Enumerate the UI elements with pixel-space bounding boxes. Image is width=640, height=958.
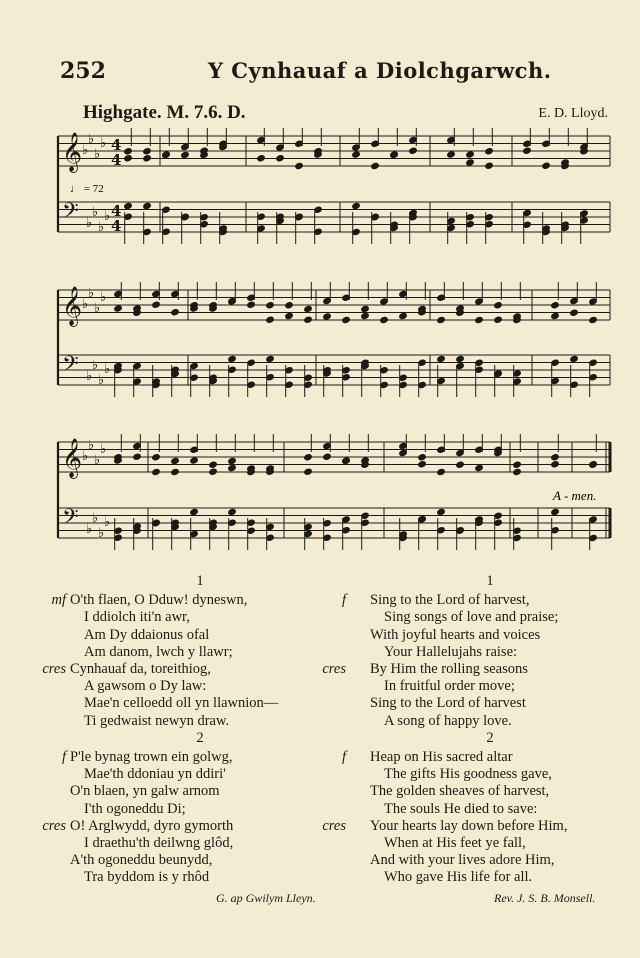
verse-number: 2: [486, 729, 494, 746]
flat-icon: ♭: [98, 373, 105, 388]
note-head: [589, 461, 598, 468]
verse-number: 2: [196, 729, 204, 746]
note-head: [371, 162, 380, 169]
flat-icon: ♭: [104, 515, 111, 530]
note-head: [171, 309, 180, 316]
lyric-line: mf O'th flaen, O Dduw! dyneswn,: [70, 592, 330, 609]
lyric-line: cres By Him the rolling seasons: [350, 661, 630, 678]
note-head: [551, 461, 560, 468]
flat-icon: ♭: [86, 369, 93, 384]
dynamic-mark: cres: [42, 817, 66, 834]
note-head: [124, 155, 133, 162]
flat-icon: ♭: [86, 216, 93, 231]
note-head: [152, 454, 161, 461]
lyric-line: Sing songs of love and praise;: [384, 609, 559, 626]
lyric-line: cres Your hearts lay down before Him,: [350, 818, 630, 835]
note-head: [304, 454, 313, 461]
note-head: [475, 316, 484, 323]
flat-icon: ♭: [98, 220, 105, 235]
note-head: [361, 312, 370, 319]
note-head: [399, 312, 408, 319]
note-head: [570, 355, 579, 362]
note-head: [523, 147, 532, 154]
flat-icon: ♭: [100, 290, 107, 305]
note-head: [304, 305, 313, 312]
bass-clef-icon: 𝄢: [62, 352, 79, 382]
treble-clef-icon: 𝄞: [62, 438, 83, 478]
flat-icon: ♭: [100, 136, 107, 151]
note-head: [162, 151, 171, 158]
note-head: [152, 301, 161, 308]
note-head: [551, 508, 560, 515]
note-head: [323, 313, 332, 320]
lyric-line: I draethu'th deilwng glôd,: [84, 835, 234, 852]
lyric-line: And with your lives adore Him,: [370, 852, 555, 869]
note-head: [114, 305, 123, 312]
flat-icon: ♭: [92, 358, 99, 373]
flat-icon: ♭: [92, 511, 99, 526]
note-head: [190, 508, 199, 515]
verse-number: 1: [486, 573, 494, 589]
note-head: [247, 301, 256, 308]
note-head: [143, 155, 152, 162]
composer: E. D. Lloyd.: [538, 106, 608, 121]
note-head: [494, 316, 503, 323]
music-system: [58, 290, 610, 385]
note-head: [257, 155, 266, 162]
note-head: [466, 151, 475, 158]
lyric-line: Am danom, lwch y llawr;: [84, 643, 233, 660]
note-head: [437, 316, 446, 323]
note-head: [551, 312, 560, 319]
note-head: [409, 147, 418, 154]
flat-icon: ♭: [86, 522, 93, 537]
note-head: [190, 457, 199, 464]
note-head: [304, 316, 313, 323]
lyric-line: A'th ogoneddu beunydd,: [70, 852, 213, 869]
flat-icon: ♭: [82, 297, 89, 312]
note-head: [285, 312, 294, 319]
tempo-marking: ♩ = 72: [70, 183, 104, 195]
lyric-line: In fruitful order move;: [384, 678, 515, 695]
lyric-line: Sing to the Lord of harvest: [370, 695, 526, 712]
lyric-line: A gawsom o Dy law:: [84, 678, 207, 695]
note-head: [551, 302, 560, 309]
note-head: [485, 148, 494, 155]
time-signature: 4: [111, 202, 122, 220]
dynamic-mark: cres: [322, 661, 346, 678]
note-head: [266, 316, 275, 323]
note-head: [437, 355, 446, 362]
lyric-line: Mae'th ddoniau yn ddiri': [84, 766, 226, 783]
note-head: [228, 464, 237, 471]
note-head: [295, 162, 304, 169]
note-head: [143, 202, 152, 209]
note-head: [475, 464, 484, 471]
dynamic-mark: cres: [42, 661, 66, 678]
note-head: [228, 508, 237, 515]
note-head: [124, 202, 133, 209]
flat-icon: ♭: [88, 132, 95, 147]
tune-name: Highgate. M. 7.6. D.: [83, 102, 246, 123]
bass-clef-icon: 𝄢: [62, 505, 79, 535]
note-head: [352, 151, 361, 158]
lyric-line: Mae'n celloedd oll yn llawnion—: [84, 695, 279, 712]
time-signature: 4: [111, 151, 122, 169]
welsh-lyrics: [42, 573, 330, 887]
flat-icon: ♭: [94, 453, 101, 468]
flat-icon: ♭: [82, 449, 89, 464]
note-head: [570, 309, 579, 316]
page-number: 252: [60, 58, 106, 84]
dynamic-mark: f: [341, 592, 346, 609]
note-head: [171, 468, 180, 475]
lyric-line: cres O! Arglwydd, dyro gymorth: [70, 818, 330, 835]
note-head: [124, 148, 133, 155]
note-head: [466, 159, 475, 166]
bass-clef-icon: 𝄢: [62, 199, 79, 229]
note-head: [352, 202, 361, 209]
note-head: [485, 162, 494, 169]
note-head: [228, 457, 237, 464]
lyric-line: Am Dy ddaionus ofal: [84, 626, 210, 643]
lyric-line: I ddiolch iti'n awr,: [84, 609, 190, 626]
note-head: [437, 468, 446, 475]
lyric-line: The souls He died to save:: [384, 800, 538, 817]
flat-icon: ♭: [88, 438, 95, 453]
dynamic-mark: f: [61, 749, 66, 766]
note-head: [285, 302, 294, 309]
lyric-line: O'n blaen, yn galw arnom: [70, 783, 220, 800]
note-head: [209, 468, 218, 475]
flat-icon: ♭: [94, 301, 101, 316]
note-head: [542, 162, 551, 169]
note-head: [266, 302, 275, 309]
lyric-line: The golden sheaves of harvest,: [370, 783, 550, 800]
note-head: [390, 151, 399, 158]
lyric-line: A song of happy love.: [384, 712, 512, 729]
treble-clef-icon: 𝄞: [62, 286, 83, 326]
note-head: [456, 461, 465, 468]
page-title: Y Cynhauaf a Diolchgarwch.: [208, 58, 552, 83]
time-signature: 4: [111, 217, 122, 235]
lyric-line: Who gave His life for all.: [384, 869, 533, 886]
note-head: [361, 305, 370, 312]
lyric-line: Tra byddom is y rhôd: [84, 869, 210, 886]
note-head: [437, 508, 446, 515]
flat-icon: ♭: [82, 143, 89, 158]
note-head: [266, 355, 275, 362]
note-head: [304, 468, 313, 475]
note-head: [513, 468, 522, 475]
note-head: [276, 155, 285, 162]
flat-icon: ♭: [100, 442, 107, 457]
lyric-line: I'th ogoneddu Di;: [84, 800, 186, 817]
treble-clef-icon: 𝄞: [62, 132, 83, 172]
note-head: [171, 457, 180, 464]
lyric-line: The gifts His goodness gave,: [384, 766, 552, 783]
time-signature: 4: [111, 136, 122, 154]
note-head: [323, 453, 332, 460]
dynamic-mark: cres: [322, 817, 346, 834]
note-head: [209, 461, 218, 468]
note-head: [342, 457, 351, 464]
lyric-line: f Heap on His sacred altar: [350, 749, 630, 766]
dynamic-mark: f: [341, 749, 346, 766]
note-head: [551, 454, 560, 461]
note-head: [133, 453, 142, 460]
lyric-line: cres Cynhauaf da, toreithiog,: [70, 661, 330, 678]
flat-icon: ♭: [104, 362, 111, 377]
flat-icon: ♭: [98, 526, 105, 541]
lyric-line: Your Hallelujahs raise:: [384, 643, 518, 660]
note-head: [447, 151, 456, 158]
lyric-line: When at His feet ye fall,: [384, 835, 526, 852]
lyric-line: f Sing to the Lord of harvest,: [350, 592, 630, 609]
lyric-line: f P'le bynag trown ein golwg,: [70, 749, 330, 766]
flat-icon: ♭: [88, 286, 95, 301]
note-head: [418, 454, 427, 461]
note-head: [380, 316, 389, 323]
flat-icon: ♭: [104, 209, 111, 224]
lyric-line: Ti gedwaist newyn draw.: [84, 712, 230, 729]
note-head: [152, 468, 161, 475]
welsh-author-credit: G. ap Gwilym Lleyn.: [216, 891, 316, 905]
note-head: [181, 151, 190, 158]
dynamic-mark: mf: [51, 592, 66, 609]
english-author-credit: Rev. J. S. B. Monsell.: [494, 891, 596, 905]
note-head: [589, 316, 598, 323]
note-head: [418, 461, 427, 468]
note-head: [228, 355, 237, 362]
flat-icon: ♭: [94, 147, 101, 162]
verse-number: 1: [196, 573, 204, 589]
amen-label: A - men.: [553, 488, 597, 503]
note-head: [456, 355, 465, 362]
flat-icon: ♭: [92, 205, 99, 220]
english-lyrics: [322, 573, 630, 887]
note-head: [513, 461, 522, 468]
note-head: [342, 316, 351, 323]
lyric-line: With joyful hearts and voices: [370, 626, 541, 643]
note-head: [143, 148, 152, 155]
note-head: [494, 302, 503, 309]
